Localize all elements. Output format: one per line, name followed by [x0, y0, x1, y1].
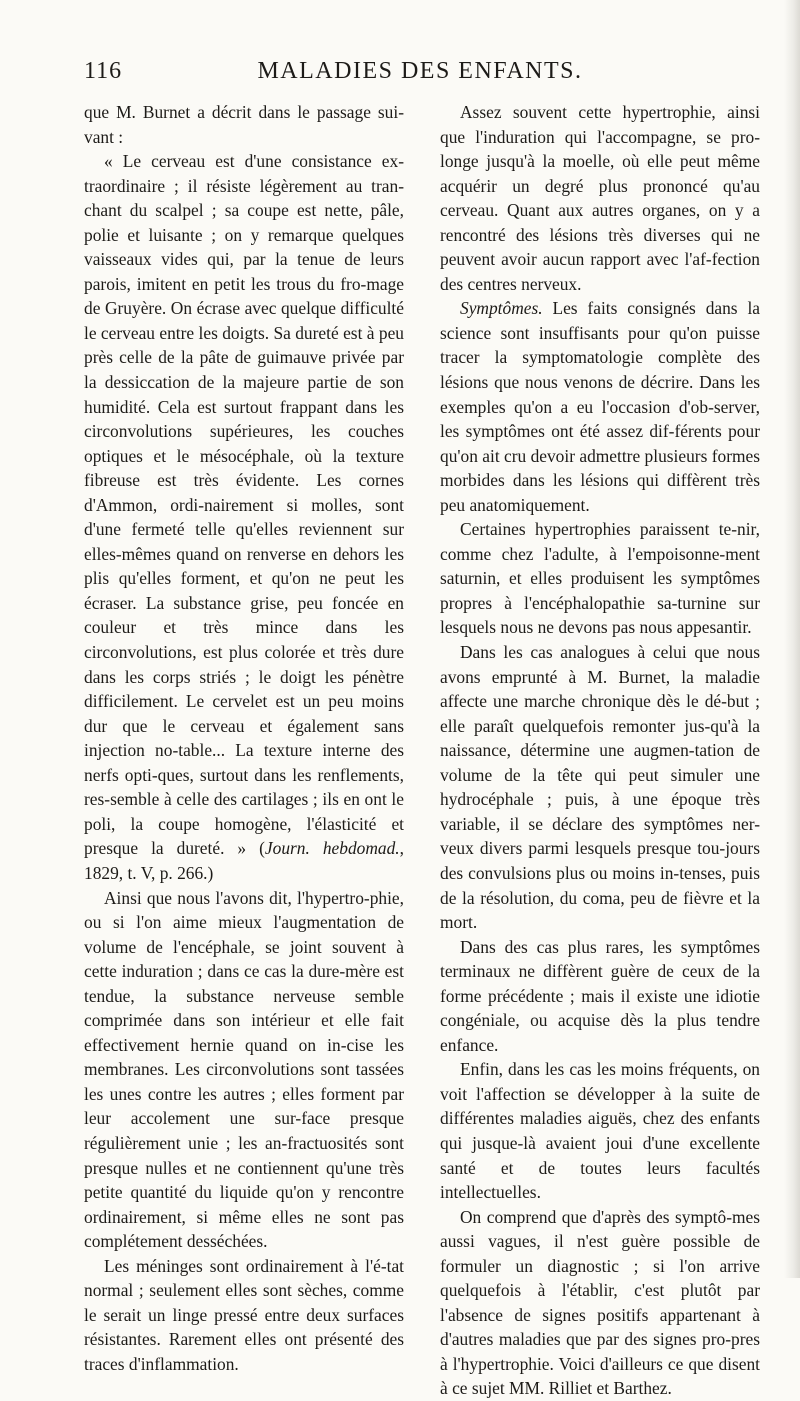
page-edge-shadow: [784, 0, 800, 1278]
left-column: [84, 100, 404, 1376]
quoted-paragraph: [84, 149, 404, 885]
citation-journal: Journ. hebdomad.: [264, 838, 400, 859]
paragraph: Dans les cas analogues à celui que nous avons emprunté à M. Burnet, la maladie affecte une marche chronique dès le dé-but ; elle paraît quelquefois remonter jus-qu'à la naissance, détermine une augmen-tation de volume de la tête qui peut simuler une hydrocéphale ; puis, à une époque très variable, il se déclare des symptômes ner-veux divers parmi lesquels presque tou-jours des convulsions plus ou moins in-tenses, puis de la résolution, du coma, peu de fièvre et la mort.: [440, 642, 760, 933]
right-column: [440, 100, 760, 1401]
paragraph: Enfin, dans les cas les moins fréquents, on voit l'affection se développer à la suite de différentes maladies aiguës, chez des enfants qui jusque-là avaient joui d'une excellente santé et de toutes leurs facultés intellectuelles.: [440, 1059, 760, 1203]
citation-details: , 1829, t. V, p. 266.): [84, 838, 404, 883]
paragraph: On comprend que d'après des symptô-mes aussi vagues, il n'est guère possible de formuler un diagnostic ; si l'on arrive quelquefois à l'établir, c'est plutôt par l'absence de signes positifs appartenant à d'autres maladies que par des signes pro-pres à l'hypertrophie. Voici d'ailleurs ce que disent à ce sujet MM. Rilliet et Barthez.: [440, 1206, 760, 1399]
paragraph: Les méninges sont ordinairement à l'é-tat normal ; seulement elles sont sèches, comme le serait un linge pressé entre deux surfaces résistantes. Rarement elles ont présenté des traces d'inflammation.: [84, 1255, 404, 1374]
paragraph: Ainsi que nous l'avons dit, l'hypertro-phie, ou si l'on aime mieux l'augmentation de volume de l'encéphale, se joint souvent à cette induration ; dans ce cas la dure-mère est tendue, la substance nerveuse semble comprimée dans son intérieur et elle fait effectivement hernie quand on in-cise les membranes. Les circonvolutions sont tassées les unes contre les autres ; elles forment par leur accolement une sur-face presque régulièrement unie ; les an-fractuosités sont presque nulles et ne contiennent qu'une très petite quantité du liquide qu'on y rencontre ordinairement, si même elles ne sont pas complétement desséchées.: [84, 887, 404, 1252]
paragraph: Certaines hypertrophies paraissent te-nir, comme chez l'adulte, à l'empoisonne-ment saturnin, et elles produisent les symptômes propres à l'encéphalopathie sa-turnine sur lesquels nous ne devons pas nous appesantir.: [440, 519, 760, 638]
section-label: Symptômes.: [460, 298, 543, 319]
page-number: 116: [84, 58, 123, 84]
running-head: [84, 58, 756, 88]
paragraph: Assez souvent cette hypertrophie, ainsi que l'induration qui l'accompagne, se pro-longe jusqu'à la moelle, où elle peut même acquérir un degré plus prononcé qu'au cerveau. Quant aux autres organes, on y a rencontré des lésions très diverses qui ne peuvent avoir aucun rapport avec l'af-fection des centres nerveux.: [440, 102, 760, 294]
paragraph: que M. Burnet a décrit dans le passage sui-vant :: [84, 102, 404, 147]
quotation-text: « Le cerveau est d'une consistance ex-traordinaire ; il résiste légèrement au tran-chant du scalpel ; sa coupe est nette, pâle, polie et luisante ; on y remarque quelques vaisseaux vides qui, par la tenue de leurs parois, imitent en petit les trous du fro-mage de Gruyère. On écrase avec quelque difficulté le cerveau entre les doigts. Sa dureté est à peu près celle de la pâte de guimauve privée par la dessiccation de la majeure partie de son humidité. Cela est surtout frappant dans les circonvolutions supérieures, les couches optiques et le mésocéphale, où la texture fibreuse est très évidente. Les cornes d'Ammon, ordi-nairement si molles, sont d'une fermeté telle qu'elles reviennent sur elles-mêmes quand on renverse en dehors les plis qu'elles forment, et qu'on ne peut les écraser. La substance grise, peu foncée en couleur et très mince dans les circonvolutions, est plus colorée et très dure dans les corps striés ; le doigt les pénètre difficilement. Le cervelet est un peu moins dur que le cerveau et également sans injection no-table... La texture interne des nerfs opti-ques, surtout dans les renflements, res-semble à celle des cartilages ; ils en ont le poli, la coupe homogène, l'élasticité et presque la dureté. » (: [84, 151, 404, 859]
paragraph-symptomes: [440, 296, 760, 517]
running-title: MALADIES DES ENFANTS.: [257, 58, 583, 84]
paragraph: Dans des cas plus rares, les symptômes terminaux ne diffèrent guère de ceux de la forme précédente ; mais il existe une idiotie congéniale, ou acquise dès la plus tendre enfance.: [440, 936, 760, 1055]
paragraph-text: Les faits consignés dans la science sont insuffisants pour qu'on puisse tracer la symptomatologie complète des lésions que nous venons de décrire. Dans les exemples qu'on a eu l'occasion d'ob-server, les symptômes ont été assez dif-férents pour qu'on ait cru devoir admettre plusieurs formes morbides dans les lésions qui diffèrent très peu anatomiquement.: [440, 298, 760, 515]
